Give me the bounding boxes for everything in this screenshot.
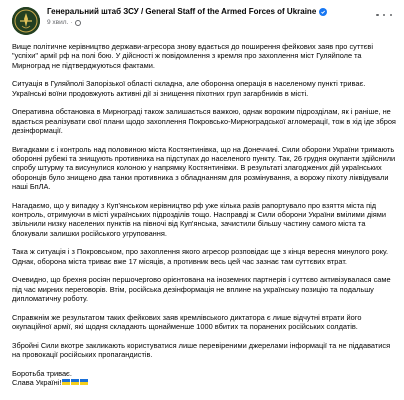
post-header [12, 6, 396, 38]
paragraph: Вище політичне керівництво держави-агресора знову вдається до поширення фейкових заяв про суттєві "успіхи" армії рф на полі бою. У дійсності ж повідомлення з кремля про захоплення міст Гуляйполе та Мирноград не підтверджуються фактами. [12, 42, 373, 70]
page-avatar[interactable] [12, 7, 40, 35]
post-body [12, 42, 396, 387]
author-line [47, 6, 376, 17]
paragraph: Ситуація в Гуляйполі Запорізької області складна, але оборонна операція в населеному пункті триває. Українські воїни продовжують активні дії зі знищення піхотних груп загарбників в місті. [12, 79, 366, 98]
more-options-icon[interactable] [376, 10, 392, 20]
post-subline [47, 18, 376, 28]
ukraine-flag-icon [80, 379, 88, 385]
signature-line1: Боротьба триває. [12, 368, 72, 378]
separator-dot: · [70, 19, 73, 26]
author-name[interactable]: Генеральний штаб ЗСУ / General Staff of the Armed Forces of Ukraine [47, 7, 317, 16]
paragraph: Нагадаємо, що у випадку з Куп'янськом керівництво рф уже кілька разів рапортувало про взяття міста під контроль, отримуючи в місті українських підрозділів тощо. Насправді ж Сили оборони України вмілими діями звільнили низку населених пунктів на півночі від Куп'янська, зачистили більшу частину самого міста та блокували залишки російського угруповання. [12, 200, 386, 238]
post-time[interactable]: 9 хвил. [47, 19, 69, 26]
signature-line2: Слава Україні! [12, 377, 62, 387]
paragraph: Збройні Сили вкотре закликають користуватися лише перевіреними джерелами інформації та не піддаватися на провокації російських пропагандистів. [12, 340, 391, 359]
signature [12, 369, 396, 388]
post-meta [47, 6, 376, 28]
ukraine-flag-icon [71, 379, 79, 385]
paragraph: Така ж ситуація і з Покровськом, про захоплення якого агресор розповідає ще з кінця вересня минулого року. Однак, оборона міста триває вже 17 місяців, а противник весь цей час зазнає там суттєвих втрат. [12, 247, 389, 266]
verified-badge-icon [319, 8, 327, 16]
paragraph: Справжнім же результатом таких фейкових заяв кремлівського диктатора є лише відчутні втрати його окупаційної армії, які щодня складають щонайменше 1000 вбитих та поранених російських солдатів. [12, 312, 362, 331]
globe-icon [75, 20, 81, 26]
general-staff-emblem-icon [12, 7, 40, 35]
flags [61, 378, 88, 387]
paragraph: Оперативна обстановка в Мирнограді також залишається важкою, однак ворожим підрозділам, як і раніше, не вдається реалізувати свої плани щодо захоплення Покровсько-Мирноградської агломерації, тож в хід іде зброя дезінформації. [12, 107, 396, 135]
paragraph: Вигадками є і контроль над половиною міста Костянтинівка, що на Донеччині. Сили оборони України тримають оборонні рубежі та знищують противника на підступах до населеного пункту. Так, 26 грудня окупанти здійснили спробу штурму та висунулися колоною у напрямку Костянтинівки. В результаті злагоджених дій українських оборонців було знищено два танки противника з обладнанням для розмінування, а ворожу піхоту ліквідували наші БпЛА. [12, 144, 396, 192]
paragraph: Очевидно, що брехня росіян першочергово орієнтована на іноземних партнерів і суттєво активізувалася саме під час мирних переговорів. Втім, російська дезінформація не вплине на українську позицію та подальшу дипломатичну роботу. [12, 275, 391, 303]
ukraine-flag-icon [62, 379, 70, 385]
